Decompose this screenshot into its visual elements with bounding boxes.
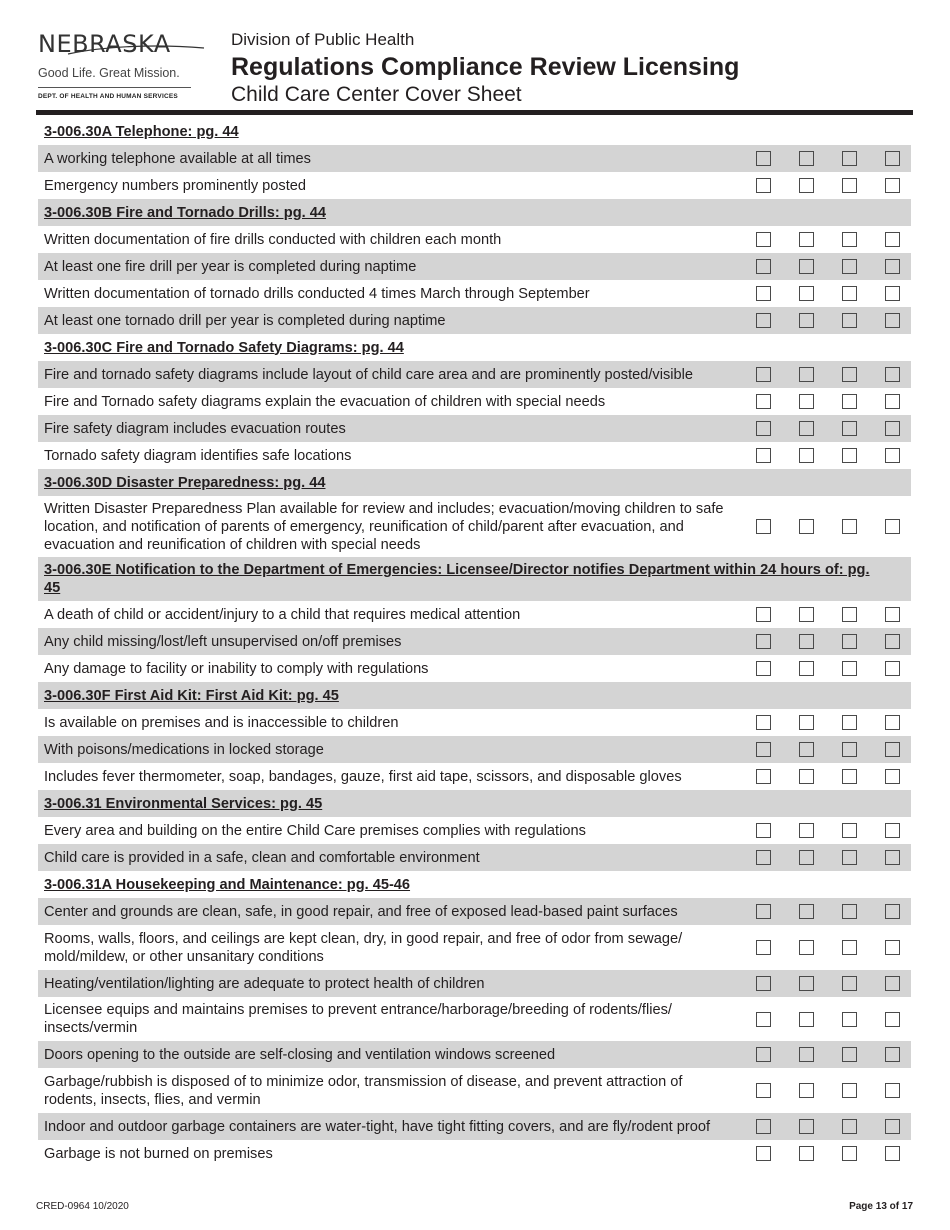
checkbox[interactable] — [799, 286, 814, 301]
checkbox[interactable] — [842, 394, 857, 409]
header-divider — [36, 110, 913, 115]
checkbox[interactable] — [799, 421, 814, 436]
logo-divider — [38, 87, 191, 88]
checkbox[interactable] — [799, 715, 814, 730]
checkbox-group — [742, 715, 900, 730]
section-title: 3-006.31A Housekeeping and Maintenance: pg. 45-46 — [44, 876, 411, 893]
checkbox[interactable] — [842, 448, 857, 463]
checkbox[interactable] — [756, 421, 771, 436]
section-header — [38, 334, 911, 361]
checkbox[interactable] — [885, 823, 900, 838]
checkbox[interactable] — [885, 976, 900, 991]
checkbox-group — [742, 448, 900, 463]
checklist-row — [38, 898, 911, 925]
checkbox[interactable] — [756, 313, 771, 328]
checkbox[interactable] — [885, 850, 900, 865]
checkbox-group — [742, 1012, 900, 1027]
requirement-text: At least one fire drill per year is completed during naptime — [44, 258, 417, 275]
checklist-row — [38, 1140, 911, 1167]
checkbox[interactable] — [799, 823, 814, 838]
checkbox-group — [742, 850, 900, 865]
checklist-row — [38, 1068, 911, 1113]
checklist-row — [38, 496, 911, 557]
requirement-text: Licensee equips and maintains premises to prevent entrance/harborage/breeding of rodents/flies/ insects/vermin — [44, 1002, 672, 1036]
checkbox[interactable] — [885, 519, 900, 534]
checkbox[interactable] — [885, 259, 900, 274]
checkbox-group — [742, 394, 900, 409]
section-header — [38, 119, 911, 145]
checkbox[interactable] — [799, 850, 814, 865]
requirement-text: Written Disaster Preparedness Plan available for review and includes; evacuation/moving children to safe location, and notification of parents of emergency, reunification of child/parent after evacuation, and evacuation and reunification of children with special needs — [44, 500, 724, 553]
section-title: 3-006.31 Environmental Services: pg. 45 — [44, 795, 323, 812]
checkbox[interactable] — [799, 940, 814, 955]
checkbox-group — [742, 313, 900, 328]
checkbox-group — [742, 232, 900, 247]
checkbox[interactable] — [756, 976, 771, 991]
checkbox-group — [742, 823, 900, 838]
checkbox[interactable] — [842, 940, 857, 955]
checkbox[interactable] — [799, 367, 814, 382]
requirement-text: Emergency numbers prominently posted — [44, 177, 307, 194]
checkbox[interactable] — [799, 232, 814, 247]
checkbox-group — [742, 661, 900, 676]
requirement-text: Written documentation of fire drills conducted with children each month — [44, 231, 502, 248]
checkbox[interactable] — [885, 769, 900, 784]
section-header — [38, 199, 911, 226]
checkbox[interactable] — [842, 519, 857, 534]
checkbox[interactable] — [756, 1047, 771, 1062]
checkbox[interactable] — [799, 151, 814, 166]
checkbox[interactable] — [885, 421, 900, 436]
page-subtitle: Child Care Center Cover Sheet — [231, 83, 522, 106]
checkbox[interactable] — [799, 742, 814, 757]
checkbox-group — [742, 904, 900, 919]
checklist-row — [38, 970, 911, 997]
section-header — [38, 790, 911, 817]
section-title: 3-006.30D Disaster Preparedness: pg. 44 — [44, 474, 326, 491]
logo-swoosh-icon — [66, 42, 206, 58]
checkbox[interactable] — [799, 769, 814, 784]
checkbox[interactable] — [756, 286, 771, 301]
checkbox[interactable] — [842, 976, 857, 991]
checkbox[interactable] — [842, 421, 857, 436]
checklist-row — [38, 145, 911, 172]
checkbox[interactable] — [756, 519, 771, 534]
checkbox[interactable] — [885, 1012, 900, 1027]
logo-tagline: Good Life. Great Mission. — [38, 66, 180, 80]
checkbox[interactable] — [842, 904, 857, 919]
checkbox-group — [742, 607, 900, 622]
checkbox-group — [742, 940, 900, 955]
checklist-row — [38, 655, 911, 682]
checkbox[interactable] — [756, 634, 771, 649]
checkbox[interactable] — [842, 715, 857, 730]
checklist-row — [38, 280, 911, 307]
checkbox[interactable] — [799, 1047, 814, 1062]
checkbox[interactable] — [756, 715, 771, 730]
checkbox[interactable] — [799, 259, 814, 274]
checklist-row — [38, 763, 911, 790]
checkbox[interactable] — [756, 259, 771, 274]
checkbox[interactable] — [756, 742, 771, 757]
checkbox[interactable] — [842, 1083, 857, 1098]
checkbox-group — [742, 769, 900, 784]
checkbox[interactable] — [756, 232, 771, 247]
checkbox-group — [742, 976, 900, 991]
checkbox-group — [742, 151, 900, 166]
requirement-text: Fire and tornado safety diagrams include layout of child care area and are prominently posted/visible — [44, 366, 693, 383]
checkbox[interactable] — [885, 151, 900, 166]
logo-department: DEPT. OF HEALTH AND HUMAN SERVICES — [38, 93, 178, 100]
nebraska-dhhs-logo — [38, 30, 203, 100]
checklist-row — [38, 601, 911, 628]
checkbox[interactable] — [756, 769, 771, 784]
section-title: 3-006.30C Fire and Tornado Safety Diagrams: pg. 44 — [44, 339, 404, 356]
checklist-row — [38, 226, 911, 253]
checkbox-group — [742, 742, 900, 757]
requirement-text: Written documentation of tornado drills conducted 4 times March through September — [44, 285, 590, 302]
checklist-row — [38, 388, 911, 415]
checkbox[interactable] — [756, 151, 771, 166]
checkbox[interactable] — [799, 607, 814, 622]
checkbox[interactable] — [842, 259, 857, 274]
requirement-text: Any damage to facility or inability to comply with regulations — [44, 660, 429, 677]
checklist-row — [38, 997, 911, 1041]
requirement-text: Includes fever thermometer, soap, bandages, gauze, first aid tape, scissors, and disposable gloves — [44, 768, 682, 785]
checkbox[interactable] — [842, 232, 857, 247]
requirement-text: Every area and building on the entire Child Care premises complies with regulations — [44, 822, 586, 839]
requirement-text: Garbage/rubbish is disposed of to minimize odor, transmission of disease, and prevent attraction of rodents, insects, flies, and vermin — [44, 1073, 683, 1108]
checkbox[interactable] — [885, 661, 900, 676]
section-header — [38, 469, 911, 496]
checkbox-group — [742, 367, 900, 382]
checkbox[interactable] — [799, 904, 814, 919]
page-number: Page 13 of 17 — [849, 1201, 913, 1212]
checkbox[interactable] — [756, 940, 771, 955]
requirement-text: Garbage is not burned on premises — [44, 1145, 273, 1162]
checklist-row — [38, 628, 911, 655]
checkbox[interactable] — [842, 742, 857, 757]
compliance-checklist — [38, 119, 911, 1167]
requirement-text: A death of child or accident/injury to a child that requires medical attention — [44, 606, 521, 623]
checkbox[interactable] — [842, 1119, 857, 1134]
checkbox[interactable] — [756, 178, 771, 193]
checkbox[interactable] — [885, 394, 900, 409]
requirement-text: Center and grounds are clean, safe, in good repair, and free of exposed lead-based paint surfaces — [44, 903, 678, 920]
checkbox-group — [742, 178, 900, 193]
checkbox[interactable] — [756, 367, 771, 382]
checkbox[interactable] — [799, 976, 814, 991]
requirement-text: Heating/ventilation/lighting are adequate to protect health of children — [44, 975, 485, 992]
checkbox[interactable] — [885, 367, 900, 382]
document-header — [231, 30, 739, 108]
division-name: Division of Public Health — [231, 30, 415, 49]
requirement-text: Fire safety diagram includes evacuation routes — [44, 420, 346, 437]
checkbox[interactable] — [885, 634, 900, 649]
requirement-text: Doors opening to the outside are self-closing and ventilation windows screened — [44, 1046, 556, 1063]
checkbox[interactable] — [885, 1146, 900, 1161]
requirement-text: Indoor and outdoor garbage containers are water-tight, have tight fitting covers, and are fly/rodent proof — [44, 1118, 711, 1135]
checklist-row — [38, 925, 911, 970]
checkbox[interactable] — [799, 1119, 814, 1134]
checkbox[interactable] — [885, 1119, 900, 1134]
checkbox[interactable] — [842, 634, 857, 649]
checkbox-group — [742, 421, 900, 436]
checkbox[interactable] — [756, 823, 771, 838]
section-title: 3-006.30B Fire and Tornado Drills: pg. 44 — [44, 204, 326, 221]
checkbox[interactable] — [885, 607, 900, 622]
checkbox[interactable] — [842, 1047, 857, 1062]
checkbox[interactable] — [799, 519, 814, 534]
requirement-text: Fire and Tornado safety diagrams explain the evacuation of children with special needs — [44, 393, 606, 410]
page-title: Regulations Compliance Review Licensing — [231, 53, 740, 81]
checklist-row — [38, 817, 911, 844]
checkbox[interactable] — [842, 151, 857, 166]
checkbox[interactable] — [756, 1119, 771, 1134]
checkbox[interactable] — [799, 178, 814, 193]
checkbox[interactable] — [799, 634, 814, 649]
checkbox[interactable] — [756, 394, 771, 409]
checkbox-group — [742, 519, 900, 534]
checkbox[interactable] — [885, 313, 900, 328]
checkbox[interactable] — [885, 1083, 900, 1098]
section-header — [38, 871, 911, 898]
checklist-row — [38, 172, 911, 199]
checkbox[interactable] — [885, 715, 900, 730]
checkbox[interactable] — [885, 178, 900, 193]
checkbox[interactable] — [756, 850, 771, 865]
checkbox[interactable] — [799, 313, 814, 328]
checkbox[interactable] — [756, 448, 771, 463]
checkbox-group — [742, 1047, 900, 1062]
checkbox-group — [742, 286, 900, 301]
checklist-row — [38, 253, 911, 280]
checkbox[interactable] — [885, 904, 900, 919]
form-number: CRED-0964 10/2020 — [36, 1201, 129, 1212]
checkbox[interactable] — [842, 607, 857, 622]
checklist-row — [38, 442, 911, 469]
checkbox-group — [742, 1083, 900, 1098]
section-title: 3-006.30E Notification to the Department of Emergencies: Licensee/Director notifies Department within 24 hours of: pg. 45 — [44, 562, 870, 596]
checkbox[interactable] — [756, 1012, 771, 1027]
requirement-text: Tornado safety diagram identifies safe locations — [44, 447, 352, 464]
checkbox[interactable] — [885, 742, 900, 757]
requirement-text: A working telephone available at all times — [44, 150, 311, 167]
checkbox[interactable] — [799, 448, 814, 463]
checkbox[interactable] — [885, 286, 900, 301]
checkbox[interactable] — [885, 448, 900, 463]
checklist-row — [38, 361, 911, 388]
checkbox[interactable] — [842, 769, 857, 784]
checklist-row — [38, 844, 911, 871]
checkbox[interactable] — [842, 1012, 857, 1027]
checkbox[interactable] — [799, 1083, 814, 1098]
checkbox[interactable] — [842, 313, 857, 328]
checkbox[interactable] — [885, 940, 900, 955]
requirement-text: Is available on premises and is inaccessible to children — [44, 714, 399, 731]
checkbox[interactable] — [842, 178, 857, 193]
checkbox[interactable] — [756, 607, 771, 622]
logo-wordmark: NEBRASKA — [38, 30, 171, 58]
checkbox-group — [742, 1119, 900, 1134]
checkbox[interactable] — [756, 1083, 771, 1098]
section-title: 3-006.30F First Aid Kit: First Aid Kit: pg. 45 — [44, 687, 339, 704]
section-header — [38, 557, 911, 601]
checklist-row — [38, 1113, 911, 1140]
checkbox[interactable] — [799, 661, 814, 676]
checkbox-group — [742, 259, 900, 274]
checklist-row — [38, 736, 911, 763]
checkbox[interactable] — [756, 661, 771, 676]
section-header — [38, 682, 911, 709]
checkbox[interactable] — [799, 1012, 814, 1027]
checkbox[interactable] — [885, 232, 900, 247]
checklist-row — [38, 1041, 911, 1068]
requirement-text: Child care is provided in a safe, clean and comfortable environment — [44, 849, 480, 866]
requirement-text: With poisons/medications in locked storage — [44, 741, 324, 758]
checkbox[interactable] — [756, 1146, 771, 1161]
checkbox[interactable] — [842, 367, 857, 382]
checkbox[interactable] — [842, 823, 857, 838]
checkbox[interactable] — [799, 1146, 814, 1161]
checkbox-group — [742, 634, 900, 649]
checkbox[interactable] — [842, 661, 857, 676]
checklist-row — [38, 709, 911, 736]
requirement-text: Rooms, walls, floors, and ceilings are kept clean, dry, in good repair, and free of odor from sewage/ mold/mildew, or other unsanitary conditions — [44, 930, 683, 965]
checkbox[interactable] — [842, 1146, 857, 1161]
checklist-row — [38, 415, 911, 442]
requirement-text: Any child missing/lost/left unsupervised on/off premises — [44, 633, 402, 650]
requirement-text: At least one tornado drill per year is completed during naptime — [44, 312, 446, 329]
checkbox[interactable] — [842, 850, 857, 865]
checkbox[interactable] — [756, 904, 771, 919]
checkbox-group — [742, 1146, 900, 1161]
checkbox[interactable] — [885, 1047, 900, 1062]
checkbox[interactable] — [799, 394, 814, 409]
section-title: 3-006.30A Telephone: pg. 44 — [44, 124, 239, 140]
checkbox[interactable] — [842, 286, 857, 301]
checklist-row — [38, 307, 911, 334]
